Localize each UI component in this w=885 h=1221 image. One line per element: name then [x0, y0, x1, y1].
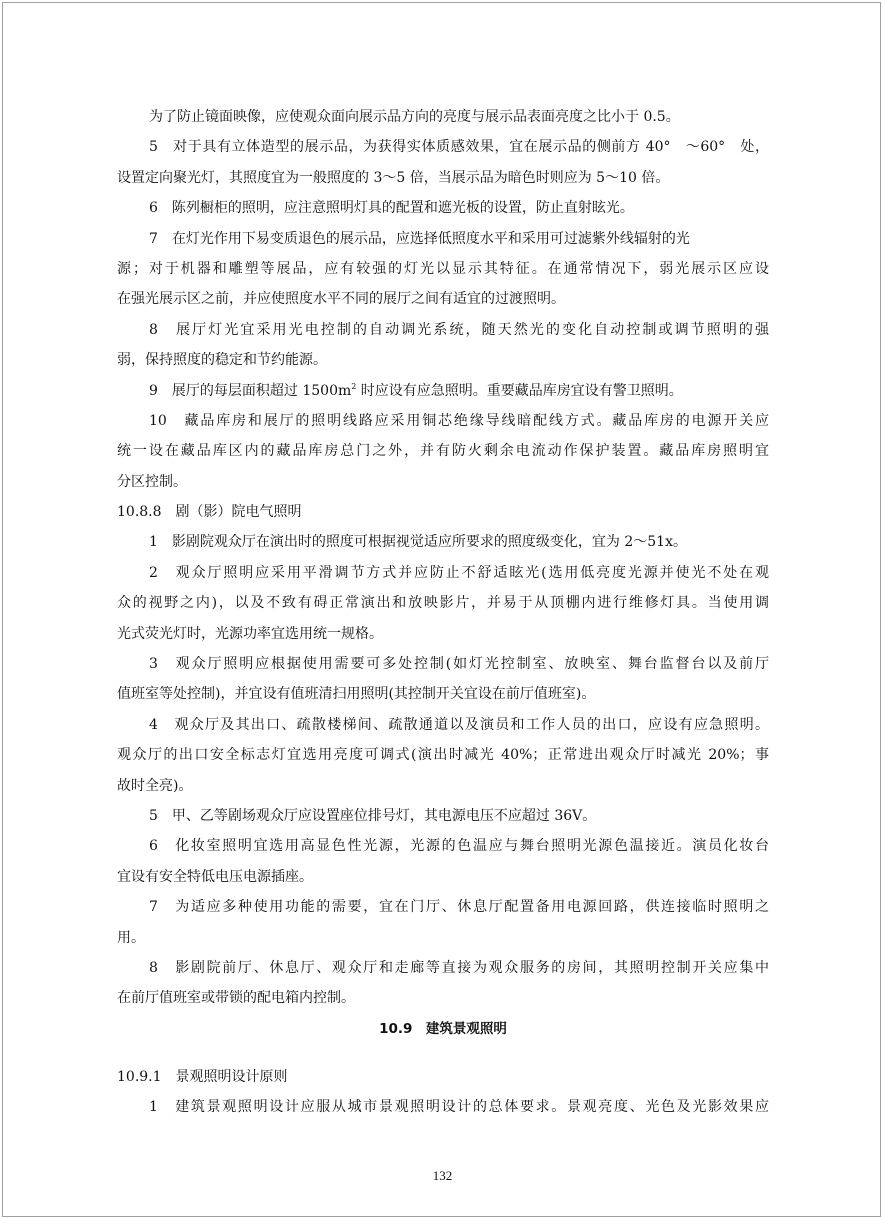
text-fragment: 9 展厅的每层面积超过 1500m — [149, 382, 352, 399]
text-line: 3 观众厅照明应根据使用需要可多处控制(如灯光控制室、放映室、舞台监督台以及前厅 — [149, 656, 769, 673]
text-line: 2 观众厅照明应采用平滑调节方式并应防止不舒适眩光(选用低亮度光源并使光不处在观 — [149, 564, 769, 581]
text-line: 1 建筑景观照明设计应服从城市景观照明设计的总体要求。景观亮度、光色及光影效果应 — [149, 1099, 769, 1116]
body-text — [117, 102, 769, 1123]
text-line: 值班室等处控制)，并宜设有值班清扫用照明(其控制开关宜设在前厅值班室)。 — [117, 686, 596, 703]
section-heading: 10.8.8 剧（影）院电气照明 — [117, 504, 302, 521]
text-line: 8 展厅灯光宜采用光电控制的自动调光系统，随天然光的变化自动控制或调节照明的强 — [149, 321, 769, 338]
text-line: 弱，保持照度的稳定和节约能源。 — [117, 352, 327, 369]
superscript: 2 — [351, 381, 357, 391]
text-fragment: 时应设有应急照明。重要藏品库房宜设有警卫照明。 — [356, 382, 683, 399]
text-line: 6 化妆室照明宜选用高显色性光源，光源的色温应与舞台照明光源色温接近。演员化妆台 — [149, 838, 769, 855]
text-line: 4 观众厅及其出口、疏散楼梯间、疏散通道以及演员和工作人员的出口，应设有应急照明。 — [149, 716, 769, 733]
text-line: 7 在灯光作用下易变质退色的展示品，应选择低照度水平和采用可过滤紫外线辐射的光 — [149, 230, 690, 247]
section-title: 10.9 建筑景观照明 — [379, 1020, 507, 1037]
text-line: 观众厅的出口安全标志灯宜选用亮度可调式(演出时减光 40%；正常进出观众厅时减光 20%；事 — [117, 747, 769, 764]
subsection-heading: 10.9.1 景观照明设计原则 — [117, 1068, 288, 1085]
text-line: 10 藏品库房和展厅的照明线路应采用铜芯绝缘导线暗配线方式。藏品库房的电源开关应 — [149, 412, 769, 429]
text-line: 为了防止镜面映像，应使观众面向展示品方向的亮度与展示品表面亮度之比小于 0.5。 — [149, 109, 680, 125]
text-line: 7 为适应多种使用功能的需要，宜在门厅、休息厅配置备用电源回路，供连接临时照明之 — [149, 899, 769, 916]
text-line: 分区控制。 — [117, 473, 187, 490]
text-line: 光式荧光灯时，光源功率宜选用统一规格。 — [117, 625, 383, 642]
text-line: 用。 — [117, 929, 145, 946]
text-line: 6 陈列橱柜的照明，应注意照明灯具的配置和遮光板的设置，防止直射眩光。 — [149, 200, 634, 217]
text-line: 统一设在藏品库区内的藏品库房总门之外，并有防火剩余电流动作保护装置。藏品库房照明宜 — [117, 443, 769, 460]
text-line: 源；对于机器和雕塑等展品，应有较强的灯光以显示其特征。在通常情况下，弱光展示区应设 — [117, 260, 769, 277]
text-line: 5 甲、乙等剧场观众厅应设置座位排号灯，其电源电压不应超过 36V。 — [149, 807, 597, 824]
text-line: 在强光展示区之前，并应使照度水平不同的展厅之间有适宜的过渡照明。 — [117, 291, 565, 308]
text-line: 众的视野之内)，以及不致有碍正常演出和放映影片，并易于从顶棚内进行维修灯具。当使用调 — [117, 595, 769, 612]
page-number: 132 — [432, 1168, 453, 1183]
text-line: 宜设有安全特低电压电源插座。 — [117, 868, 313, 885]
text-line: 1 影剧院观众厅在演出时的照度可根据视觉适应所要求的照度级变化，宜为 2～51x。 — [149, 534, 687, 551]
text-line: 8 影剧院前厅、休息厅、观众厅和走廊等直接为观众服务的房间，其照明控制开关应集中 — [149, 959, 769, 976]
text-line: 设置定向聚光灯，其照度宜为一般照度的 3～5 倍，当展示品为暗色时则应为 5～10 倍。 — [117, 169, 670, 186]
text-line: 故时全亮)。 — [117, 777, 193, 794]
text-line — [117, 376, 769, 406]
text-line: 5 对于具有立体造型的展示品，为获得实体质感效果，宜在展示品的侧前方 40° ～60° 处， — [149, 139, 769, 156]
text-line: 在前厅值班室或带锁的配电箱内控制。 — [117, 990, 355, 1007]
